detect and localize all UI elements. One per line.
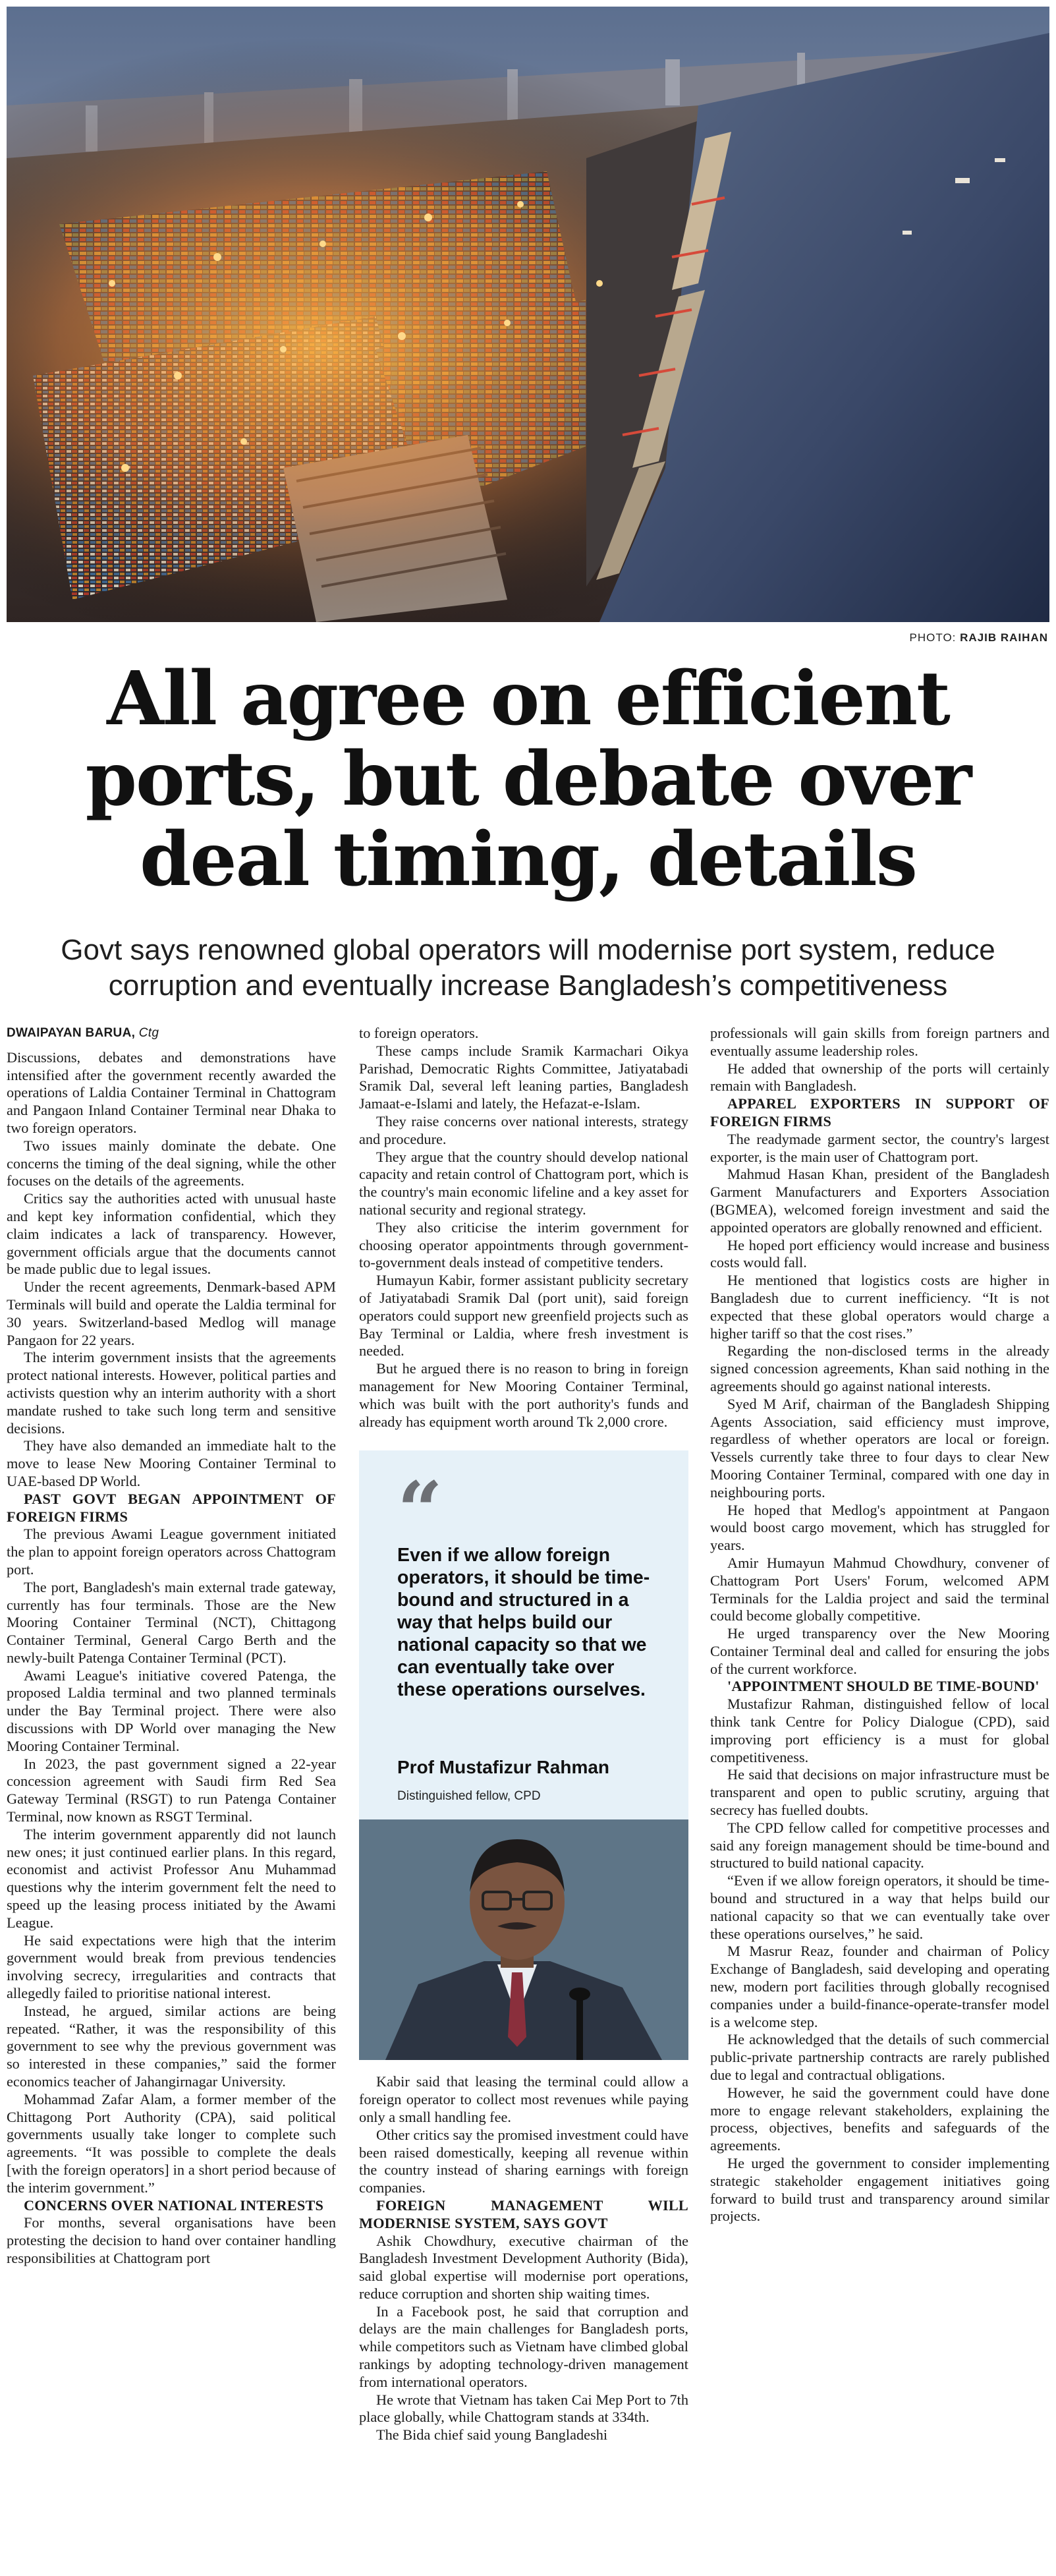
paragraph: Ashik Chowdhury, executive chairman of the Bangladesh Investment Development Authority (Bida), said global expertise will modernise port operations, reduce corruption and shorten ship waiting times. <box>359 2232 688 2302</box>
paragraph: The interim government insists that the agreements protect national interests. However, political parties and activists question why an interim authority with a short mandate rushed to take such long term and sensitive decisions. <box>7 1349 336 1437</box>
paragraph: to foreign operators. <box>359 1025 479 1041</box>
paragraph: Amir Humayun Mahmud Chowdhury, convener of Chattogram Port Users' Forum, welcomed APM Terminals for the Laldia project and said the terminal could become globally competitive. <box>710 1554 1049 1624</box>
paragraph: The Bida chief said young Bangladeshi <box>376 2426 608 2444</box>
paragraph: Mahmud Hasan Khan, president of the Bangladesh Garment Manufacturers and Exporters Association (BGMEA), welcomed foreign investment and said the appointed operators are globally renowned and efficient. <box>710 1166 1049 1236</box>
paragraph: He urged the government to consider implementing strategic stakeholder engagement initiatives going forward to build trust and transparency around similar projects. <box>710 2155 1049 2225</box>
paragraph: Syed M Arif, chairman of the Bangladesh Shipping Agents Association, said efficiency must improve, regardless of whether operators are local or foreign. Vessels currently take three to four days to clear New Mooring Container Terminal, compared with one day in neighbouring ports. <box>710 1395 1049 1501</box>
paragraph: He hoped port efficiency would increase and business costs would fall. <box>710 1236 1049 1271</box>
paragraph: He urged transparency over the New Mooring Container Terminal deal and called for ensuring the jobs of the current workforce. <box>710 1625 1049 1677</box>
quote-mark-icon: “ <box>397 1464 443 1558</box>
article-column-3 <box>710 1025 1049 2225</box>
pull-quote-role: Distinguished fellow, CPD <box>397 1789 541 1804</box>
paragraph: The port, Bangladesh's main external trade gateway, currently has four terminals. Those are the New Mooring Container Terminal (NCT), Chittagong Container Terminal, General Cargo Berth and the newly-built Patenga Container Terminal (PCT). <box>7 1578 336 1666</box>
paragraph: Under the recent agreements, Denmark-based APM Terminals will build and operate the Laldia terminal for 30 years. Switzerland-based Medlog will manage Pangaon for 22 years. <box>7 1278 336 1348</box>
paragraph: Instead, he argued, similar actions are being repeated. “Rather, it was the responsibility of this government to see why the previous government was so interested in these companies,” said the former economics teacher of Jahangirnagar University. <box>7 2002 336 2090</box>
subheading: PAST GOVT BEGAN APPOINTMENT OF FOREIGN FIRMS <box>7 1490 336 1525</box>
article-column-1 <box>7 1025 336 2268</box>
pull-quote <box>359 1450 688 2060</box>
paragraph: The interim government apparently did not launch new ones; it just continued earlier plans. In this regard, economist and activist Professor Anu Muhammad questions why the interim government felt the need to speed up the leasing process initiated by the Awami League. <box>7 1825 336 1931</box>
paragraph: He added that ownership of the ports will certainly remain with Bangladesh. <box>710 1060 1049 1095</box>
paragraph: He hoped that Medlog's appointment at Pangaon would boost cargo movement, which has struggled for years. <box>710 1501 1049 1554</box>
paragraph: Awami League's initiative covered Patenga, the proposed Laldia terminal and two planned terminals under the Bay Terminal project. There were also discussions with DP World over managing the New Mooring Container Terminal. <box>7 1667 336 1754</box>
photo-credit: PHOTO: RAJIB RAIHAN <box>909 631 1048 644</box>
paragraph: Discussions, debates and demonstrations have intensified after the government recently awarded the operations of Laldia Container Terminal in Chattogram and Pangaon Inland Container Terminal near Dhaka to two foreign operators. <box>7 1048 336 1136</box>
article-column-2 <box>359 1025 688 2444</box>
paragraph: They argue that the country should develop national capacity and retain control of Chattogram port, which is the country's main economic lifeline and a key asset for national security and regional strategy. <box>359 1148 688 1218</box>
paragraph: The readymade garment sector, the country's largest exporter, is the main user of Chattogram port. <box>710 1130 1049 1165</box>
paragraph: But he argued there is no reason to bring in foreign management for New Mooring Container Terminal, which was built with the port authority's funds and already has equipment worth around Tk 2,000 crore. <box>359 1360 688 1430</box>
paragraph: Mustafizur Rahman, distinguished fellow of local think tank Centre for Policy Dialogue (CPD), said improving port efficiency is a must for global competitiveness. <box>710 1696 1049 1765</box>
paragraph: He acknowledged that the details of such commercial public-private partnership contracts are rarely published due to legal and contractual obligations. <box>710 2031 1049 2084</box>
paragraph: For months, several organisations have been protesting the decision to hand over container handling responsibilities at Chattogram port <box>7 2214 336 2266</box>
pull-quote-text: Even if we allow foreign operators, it should be time-bound and structured in a way that helps build our national capacity so that we can eventually take over these operations ourselves. <box>397 1545 650 1701</box>
paragraph: Other critics say the promised investment could have been raised domestically, keeping all revenue within the country instead of sharing earnings with foreign companies. <box>359 2126 688 2196</box>
paragraph: The previous Awami League government initiated the plan to appoint foreign operators across Chattogram port. <box>7 1526 336 1578</box>
paragraph: Critics say the authorities acted with unusual haste and kept key information confidential, which they claim indicates a lack of transparency. However, government officials argue that the documents cannot be made public due to legal issues. <box>7 1190 336 1278</box>
pull-quote-name: Prof Mustafizur Rahman <box>397 1757 610 1778</box>
paragraph: They raise concerns over national interests, strategy and procedure. <box>359 1112 688 1147</box>
port-aerial-photo <box>7 7 1049 622</box>
subheading: FOREIGN MANAGEMENT WILL MODERNISE SYSTEM, SAYS GOVT <box>359 2196 688 2231</box>
paragraph: professionals will gain skills from foreign partners and eventually assume leadership roles. <box>710 1025 1049 1059</box>
paragraph: Kabir said that leasing the terminal could allow a foreign operator to collect most revenues while paying only a small handling fee. <box>359 2073 688 2125</box>
paragraph: However, he said the government could have done more to engage relevant stakeholders, explaining the process, objectives, benefits and safeguards of the agreements. <box>710 2084 1049 2154</box>
paragraph: He mentioned that logistics costs are higher in Bangladesh due to current inefficiency. “It is not expected that these global operators would charge a higher tariff so that the cost rises.” <box>710 1272 1049 1342</box>
paragraph: Two issues mainly dominate the debate. One concerns the timing of the deal signing, while the other focuses on the details of the agreements. <box>7 1137 336 1189</box>
paragraph: The CPD fellow called for competitive processes and said any foreign management should be time-bound and structured to build national capacity. <box>710 1819 1049 1872</box>
paragraph: He said expectations were high that the interim government would break from previous tendencies involving secrecy, irregularities and contracts that allegedly failed to prioritise national interest. <box>7 1932 336 2002</box>
paragraph: Regarding the non-disclosed terms in the already signed concession agreements, Khan said nothing in the agreements should go against national interests. <box>710 1342 1049 1394</box>
paragraph: Mohammad Zafar Alam, a former member of the Chittagong Port Authority (CPA), said political governments usually take longer to complete such agreements. “It was possible to complete the deals [with the foreign operators] in a short period because of the interim government.” <box>7 2090 336 2196</box>
paragraph: Humayun Kabir, former assistant publicity secretary of Jatiyatabadi Sramik Dal (port unit), said foreign operators could support new greenfield projects such as Bay Terminal or Laldia, where fresh investment is needed. <box>359 1272 688 1360</box>
subheading: CONCERNS OVER NATIONAL INTERESTS <box>24 2196 324 2214</box>
paragraph: They also criticise the interim government for choosing operator appointments through government-to-government deals instead of competitive tenders. <box>359 1218 688 1271</box>
paragraph: In 2023, the past government signed a 22-year concession agreement with Saudi firm Red Sea Gateway Terminal (RSGT) to run Patenga Container Terminal, now known as RSGT Terminal. <box>7 1755 336 1825</box>
speaker-portrait <box>359 1819 688 2060</box>
subheading: APPAREL EXPORTERS IN SUPPORT OF FOREIGN FIRMS <box>710 1095 1049 1130</box>
deck-subtitle: Govt says renowned global operators will modernise port system, reduce corruption and eventually increase Bangladesh’s competitiveness <box>61 934 995 1002</box>
byline: DWAIPAYAN BARUA, Ctg <box>7 1026 159 1040</box>
paragraph: He wrote that Vietnam has taken Cai Mep Port to 7th place globally, while Chattogram stands at 334th. <box>359 2391 688 2426</box>
paragraph: These camps include Sramik Karmachari Oikya Parishad, Democratic Rights Committee, Jatiyatabadi Sramik Dal, several left leaning parties, Bangladesh Jamaat-e-Islami and lately, the Hefazat-e-Islam. <box>359 1042 688 1112</box>
subheading: 'APPOINTMENT SHOULD BE TIME-BOUND' <box>727 1678 1040 1695</box>
paragraph: “Even if we allow foreign operators, it should be time-bound and structured in a way that helps build our national capacity so that we can eventually take over these operations ourselves,” he said. <box>710 1872 1049 1942</box>
paragraph: They have also demanded an immediate halt to the move to lease New Mooring Container Terminal to UAE-based DP World. <box>7 1437 336 1489</box>
headline: All agree on efficient ports, but debate over deal timing, details <box>85 656 971 903</box>
paragraph: He said that decisions on major infrastructure must be transparent and open to public scrutiny, arguing that secrecy has fuelled doubts. <box>710 1766 1049 1819</box>
paragraph: In a Facebook post, he said that corruption and delays are the main challenges for Bangladesh ports, while competitors such as Vietnam have climbed global rankings by adopting technology-driven management from international operators. <box>359 2303 688 2390</box>
paragraph: M Masrur Reaz, founder and chairman of Policy Exchange of Bangladesh, said developing and operating new, modern port facilities through globally recognised companies under a build-finance-operate-transfer model is a welcome step. <box>710 1943 1049 2030</box>
